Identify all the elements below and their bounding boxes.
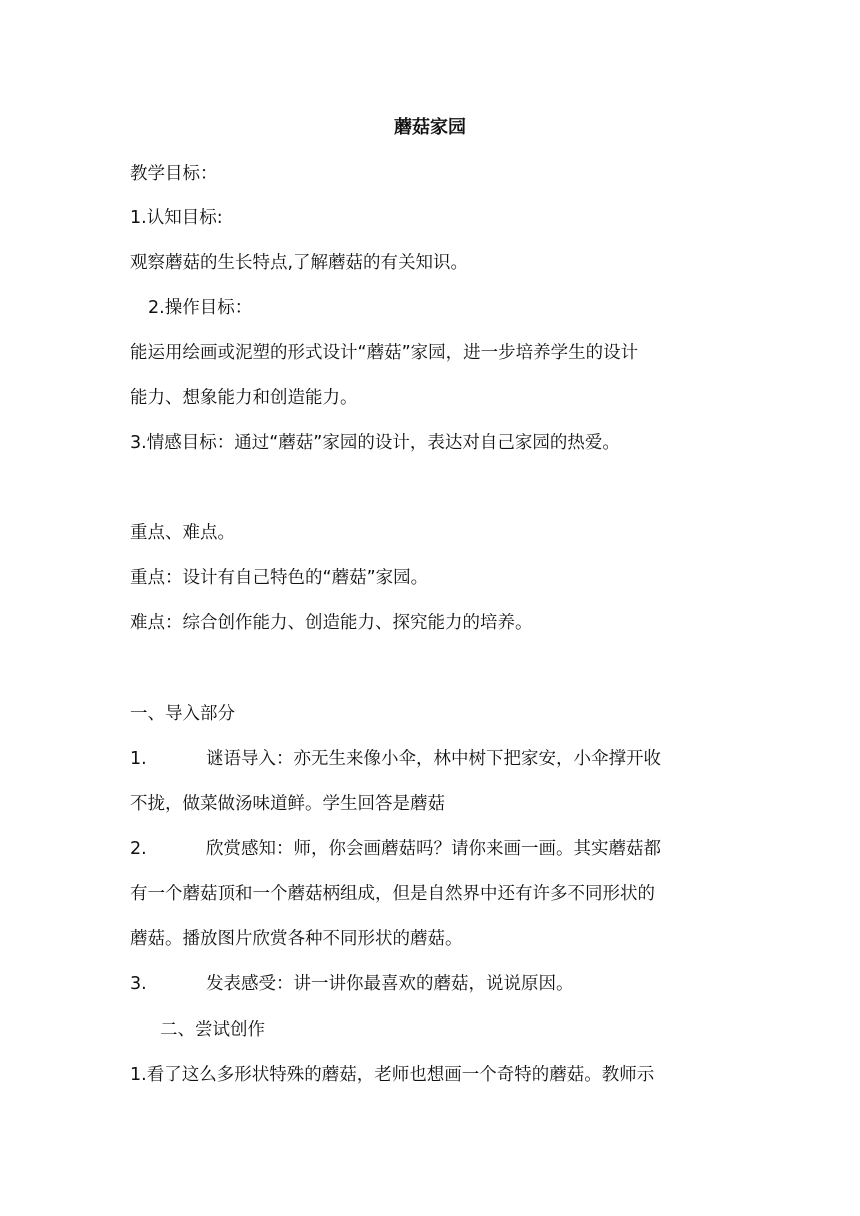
paragraph: 有一个蘑菇顶和一个蘑菇柄组成，但是自然界中还有许多不同形状的 (130, 884, 655, 904)
list-text: 欣赏感知：师，你会画蘑菇吗？请你来画一画。其实蘑菇都 (206, 839, 661, 859)
paragraph: 1.看了这么多形状特殊的蘑菇，老师也想画一个奇特的蘑菇。教师示 (130, 1065, 655, 1085)
paragraph: 2.操作目标： (148, 298, 253, 318)
list-item (130, 972, 730, 996)
paragraph: 教学目标： (130, 164, 218, 184)
list-number: 2. (130, 839, 147, 859)
paragraph: 蘑菇。播放图片欣赏各种不同形状的蘑菇。 (130, 929, 463, 949)
paragraph: 能运用绘画或泥塑的形式设计“蘑菇”家园，进一步培养学生的设计 (130, 343, 639, 363)
list-text: 谜语导入：亦无生来像小伞，林中树下把家安，小伞撑开收 (206, 749, 661, 769)
paragraph: 重点：设计有自己特色的“蘑菇”家园。 (130, 568, 429, 588)
page-title: 蘑菇家园 (394, 117, 466, 138)
paragraph: 1.认知目标: (130, 208, 223, 228)
section-heading: 重点、难点。 (130, 523, 235, 543)
paragraph: 难点：综合创作能力、创造能力、探究能力的培养。 (130, 613, 533, 633)
paragraph: 不拢，做菜做汤味道鲜。学生回答是蘑菇 (130, 794, 445, 814)
paragraph: 能力、想象能力和创造能力。 (130, 388, 358, 408)
paragraph: 3.情感目标：通过“蘑菇”家园的设计，表达对自己家园的热爱。 (130, 433, 620, 453)
section-heading: 二、尝试创作 (160, 1020, 265, 1040)
list-text: 发表感受：讲一讲你最喜欢的蘑菇，说说原因。 (206, 974, 574, 994)
list-number: 3. (130, 974, 147, 994)
section-heading: 一、导入部分 (130, 704, 235, 724)
list-item (130, 837, 730, 861)
list-number: 1. (130, 749, 147, 769)
list-item (130, 747, 730, 771)
paragraph: 观察蘑菇的生长特点,了解蘑菇的有关知识。 (130, 253, 469, 273)
